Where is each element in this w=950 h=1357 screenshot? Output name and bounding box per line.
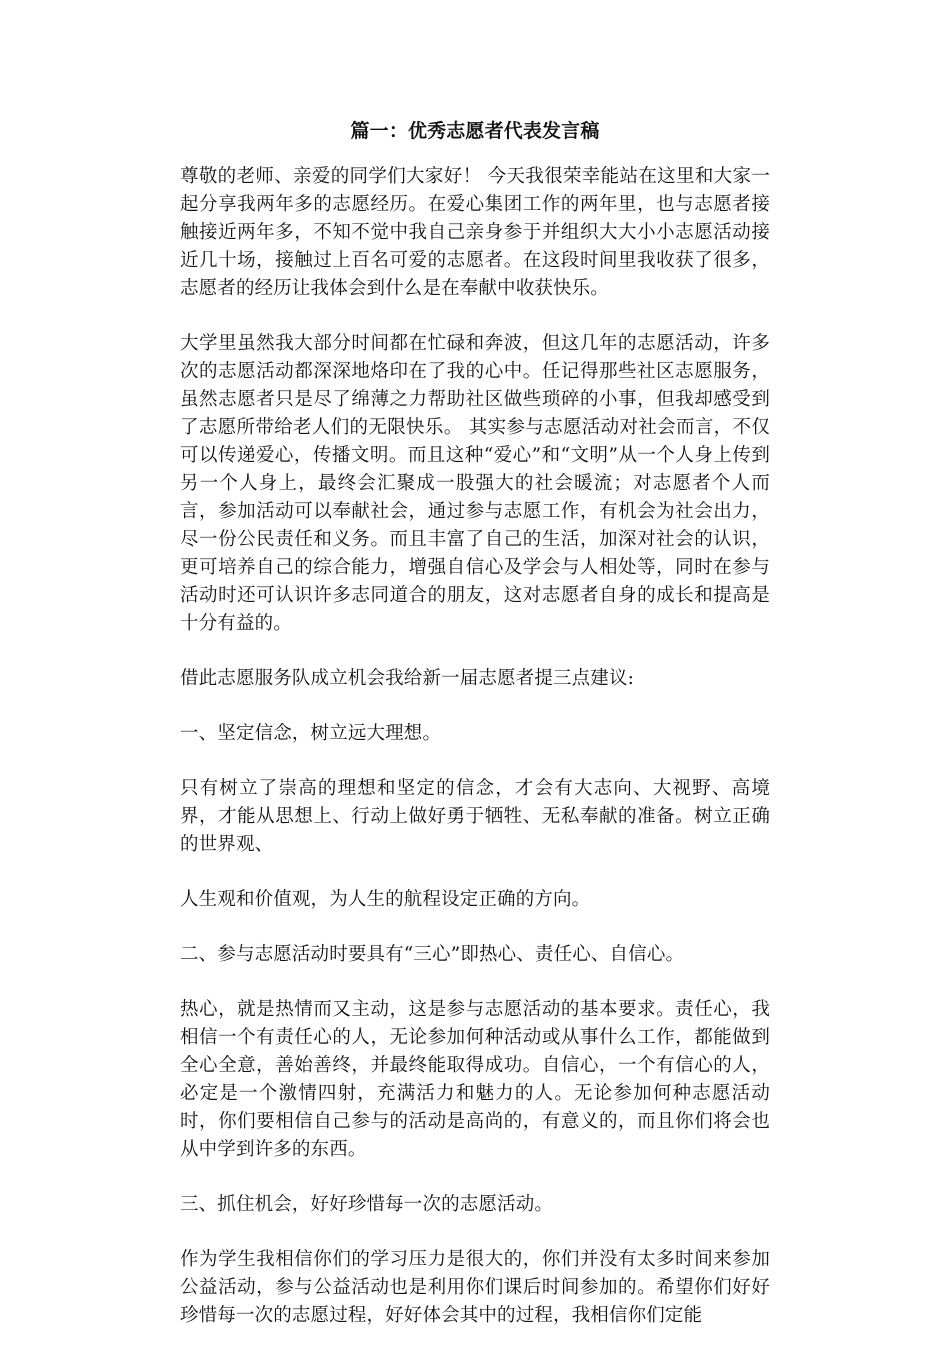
heading-point-two: 二、参与志愿活动时要具有“三心”即热心、责任心、自信心。	[180, 944, 685, 965]
paragraph-point-one-body: 只有树立了崇高的理想和坚定的信念，才会有大志向、大视野、高境界，才能从思想上、行动上做好勇于牺牲、无私奉献的准备。树立正确的世界观、	[180, 778, 770, 855]
paragraph-university-experience: 大学里虽然我大部分时间都在忙碌和奔波，但这几年的志愿活动，许多次的志愿活动都深深地烙印在了我的心中。任记得那些社区志愿服务，虽然志愿者只是尽了绵薄之力帮助社区做些琐碎的小事，但我却感受到了志愿所带给老人们的无限快乐。 其实参与志愿活动对社会而言，不仅可以传递爱心，传播文明。而且这种“爱心”和“文明”从一个人身上传到另一个人身上，最终会汇聚成一股强大的社会暖流；对志愿者个人而言，参加活动可以奉献社会，通过参与志愿工作，有机会为社会出力，尽一份公民责任和义务。而且丰富了自己的生活，加深对社会的认识，更可培养自己的综合能力，增强自信心及学会与人相处等，同时在参与活动时还可认识许多志同道合的朋友，这对志愿者自身的成长和提高是十分有益的。	[180, 333, 770, 634]
paragraph-point-two-body: 热心，就是热情而又主动，这是参与志愿活动的基本要求。责任心，我相信一个有责任心的人，无论参加何种活动或从事什么工作，都能做到全心全意，善始善终，并最终能取得成功。自信心，一个有信心的人，必定是一个激情四射，充满活力和魅力的人。无论参加何种志愿活动时，你们要相信自己参与的活动是高尚的，有意义的，而且你们将会也从中学到许多的东西。	[180, 999, 770, 1160]
paragraph-point-one-continued: 人生观和价值观，为人生的航程设定正确的方向。	[180, 889, 591, 910]
paragraph-suggestions-intro: 借此志愿服务队成立机会我给新一届志愿者提三点建议:	[180, 668, 634, 689]
heading-point-one: 一、坚定信念，树立远大理想。	[180, 723, 442, 744]
document-title: 篇一：优秀志愿者代表发言稿	[350, 120, 600, 142]
paragraph-greeting: 尊敬的老师、亲爱的同学们大家好！ 今天我很荣幸能站在这里和大家一起分享我两年多的志愿经历。在爱心集团工作的两年里，也与志愿者接触接近两年多，不知不觉中我自己亲身参于并组织大大小小志愿活动接近几十场，接触过上百名可爱的志愿者。在这段时间里我收获了很多，志愿者的经历让我体会到什么是在奉献中收获快乐。	[180, 166, 770, 299]
paragraph-point-three-body: 作为学生我相信你们的学习压力是很大的，你们并没有太多时间来参加公益活动，参与公益活动也是利用你们课后时间参加的。希望你们好好珍惜每一次的志愿过程，好好体会其中的过程，我相信你们定能	[180, 1249, 770, 1326]
heading-point-three: 三、抓住机会，好好珍惜每一次的志愿活动。	[180, 1194, 554, 1215]
document-body	[180, 117, 770, 1357]
